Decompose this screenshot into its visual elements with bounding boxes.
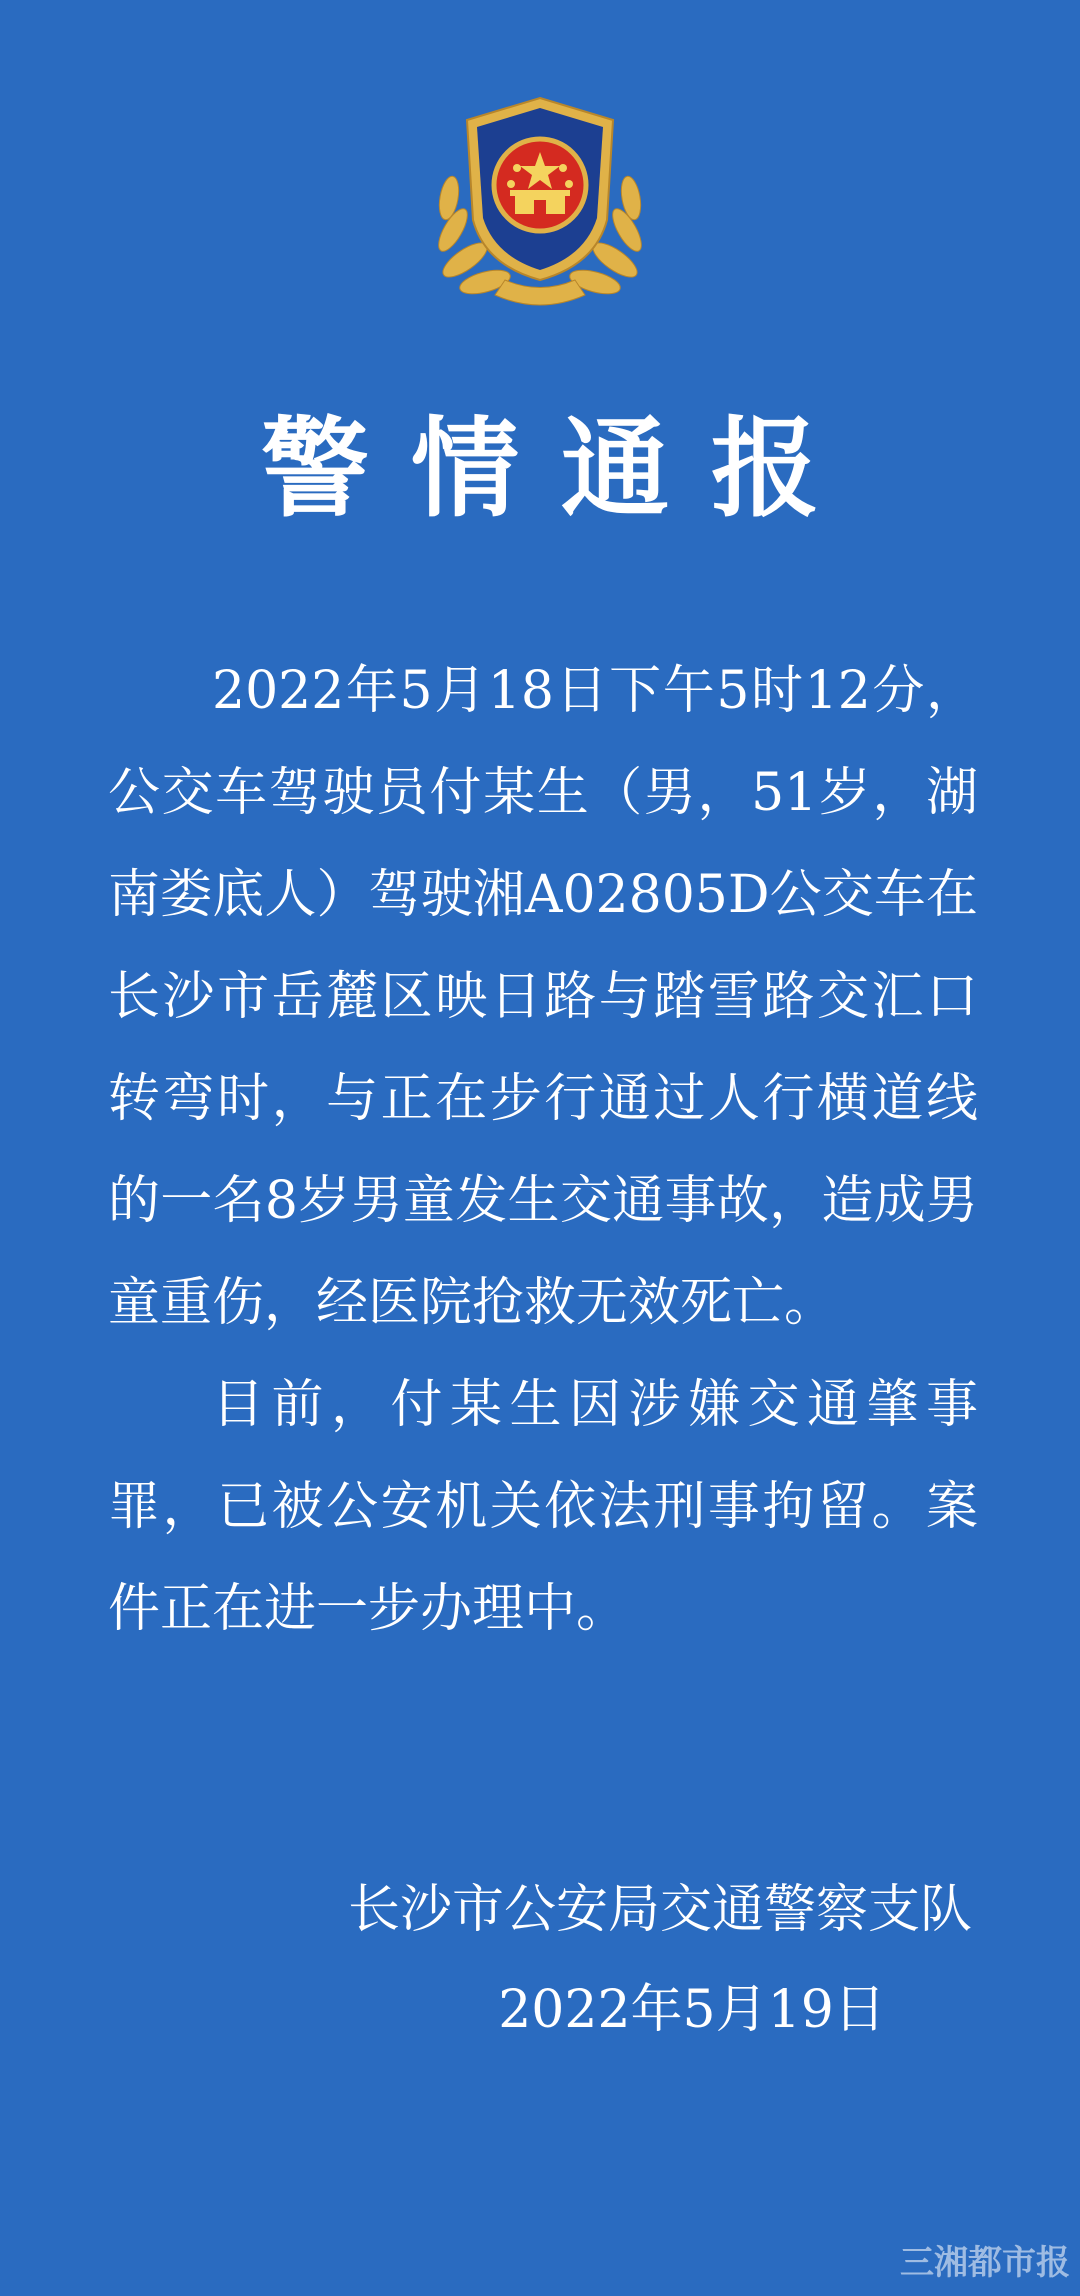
signature-block xyxy=(102,1860,972,2060)
notice-paragraph-1: 2022年5月18日下午5时12分，公交车驾驶员付某生（男，51岁，湖南娄底人）驾驶湘A02805D公交车在长沙市岳麓区映日路与踏雪路交汇口转弯时，与正在步行通过人行横道线的一名8岁男童发生交通事故，造成男童重伤，经医院抢救无效死亡。 xyxy=(108,661,978,1333)
page-title: 警情通报 xyxy=(260,407,861,532)
issuer-name: 长沙市公安局交通警察支队 xyxy=(347,1880,972,1940)
watermark-logo: 三湘都市报 xyxy=(900,2243,1070,2283)
issue-date: 2022年5月19日 xyxy=(498,1980,886,2040)
notice-paragraph-2: 目前，付某生因涉嫌交通肇事罪，已被公安机关依法刑事拘留。案件正在进一步办理中。 xyxy=(108,1375,978,1639)
police-emblem-icon xyxy=(425,90,655,320)
notice-body xyxy=(108,640,978,1660)
